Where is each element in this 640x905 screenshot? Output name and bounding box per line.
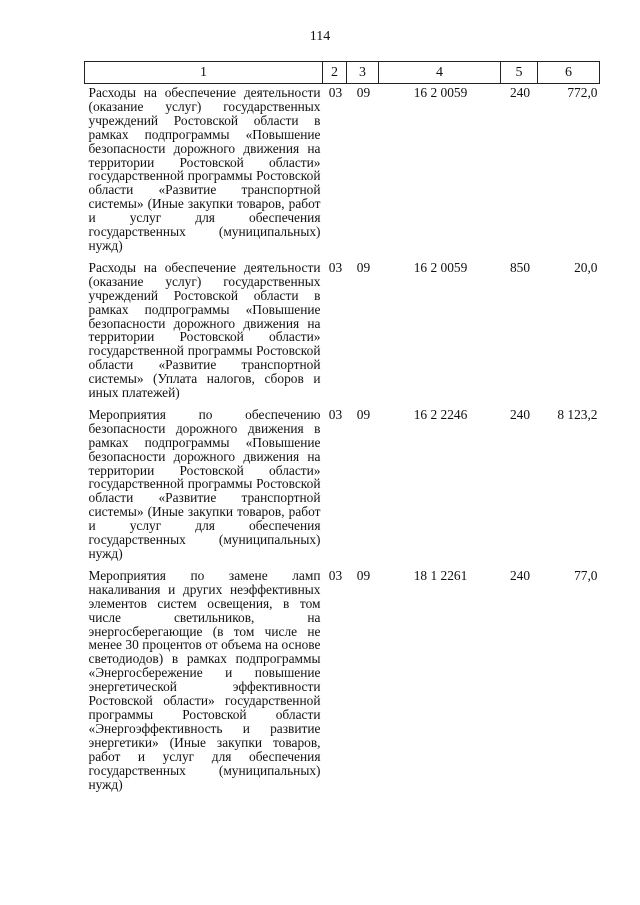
row-target-code: 16 2 0059 bbox=[413, 85, 468, 100]
row-amount: 20,0 bbox=[574, 259, 598, 275]
row-amount: 8 123,2 bbox=[557, 406, 598, 422]
table-row bbox=[85, 84, 600, 259]
table-row bbox=[85, 259, 600, 406]
column-header-4: 4 bbox=[379, 62, 501, 84]
row-description: Расходы на обеспечение деятельности (оказание услуг) государственных учреждений Ростовской области в рамках подпрограммы «Повышение безопасности дорожного движения на территории Ростовской области» государственной программы Ростовской области «Развитие транспортной системы» (Уплата налогов, сборов и иных платежей) bbox=[88, 259, 321, 401]
row-subsection: 09 bbox=[356, 259, 371, 275]
row-section: 03 bbox=[328, 85, 343, 100]
row-target-code: 16 2 2246 bbox=[413, 406, 468, 422]
column-header-2: 2 bbox=[323, 62, 347, 84]
row-description: Расходы на обеспечение деятельности (оказание услуг) государственных учреждений Ростовской области в рамках подпрограммы «Повышение безопасности дорожного движения на территории Ростовской области» государственной программы Ростовской области «Развитие транспортной системы» (Иные закупки товаров, работ и услуг для обеспечения государственных (муниципальных) нужд) bbox=[88, 85, 321, 253]
row-subsection: 09 bbox=[356, 567, 371, 583]
row-section: 03 bbox=[328, 406, 343, 422]
header-row bbox=[85, 62, 600, 84]
table-row bbox=[85, 567, 600, 798]
row-section: 03 bbox=[328, 259, 343, 275]
column-header-5: 5 bbox=[501, 62, 538, 84]
row-amount: 77,0 bbox=[574, 567, 598, 583]
column-header-3: 3 bbox=[347, 62, 379, 84]
row-description: Мероприятия по замене ламп накаливания и других неэффективных элементов систем освещения, в том числе светильников, на энергосберегающие (в том числе не менее 30 процентов от объема на основе светодиодов) в рамках подпрограммы «Энергосбережение и повышение энергетической эффективности Ростовской области» государственной программы Ростовской области «Энергоэффективность и развитие энергетики» (Иные закупки товаров, работ и услуг для обеспечения государственных (муниципальных) нужд) bbox=[88, 567, 321, 792]
column-header-6: 6 bbox=[538, 62, 600, 84]
row-expense-type: 240 bbox=[509, 567, 531, 583]
row-expense-type: 240 bbox=[509, 85, 531, 100]
row-expense-type: 850 bbox=[509, 259, 531, 275]
budget-table bbox=[84, 61, 600, 797]
row-subsection: 09 bbox=[356, 406, 371, 422]
row-section: 03 bbox=[328, 567, 343, 583]
column-header-1: 1 bbox=[85, 62, 323, 84]
row-subsection: 09 bbox=[356, 85, 371, 100]
row-description: Мероприятия по обеспечению безопасности дорожного движения в рамках подпрограммы «Повышение безопасности дорожного движения на территории Ростовской области» государственной программы Ростовской области «Развитие транспортной системы» (Иные закупки товаров, работ и услуг для обеспечения государственных (муниципальных) нужд) bbox=[88, 406, 321, 561]
row-target-code: 18 1 2261 bbox=[413, 567, 468, 583]
row-target-code: 16 2 0059 bbox=[413, 259, 468, 275]
row-amount: 772,0 bbox=[567, 85, 598, 100]
page-number: 114 bbox=[309, 29, 331, 44]
row-expense-type: 240 bbox=[509, 406, 531, 422]
table-row bbox=[85, 406, 600, 567]
